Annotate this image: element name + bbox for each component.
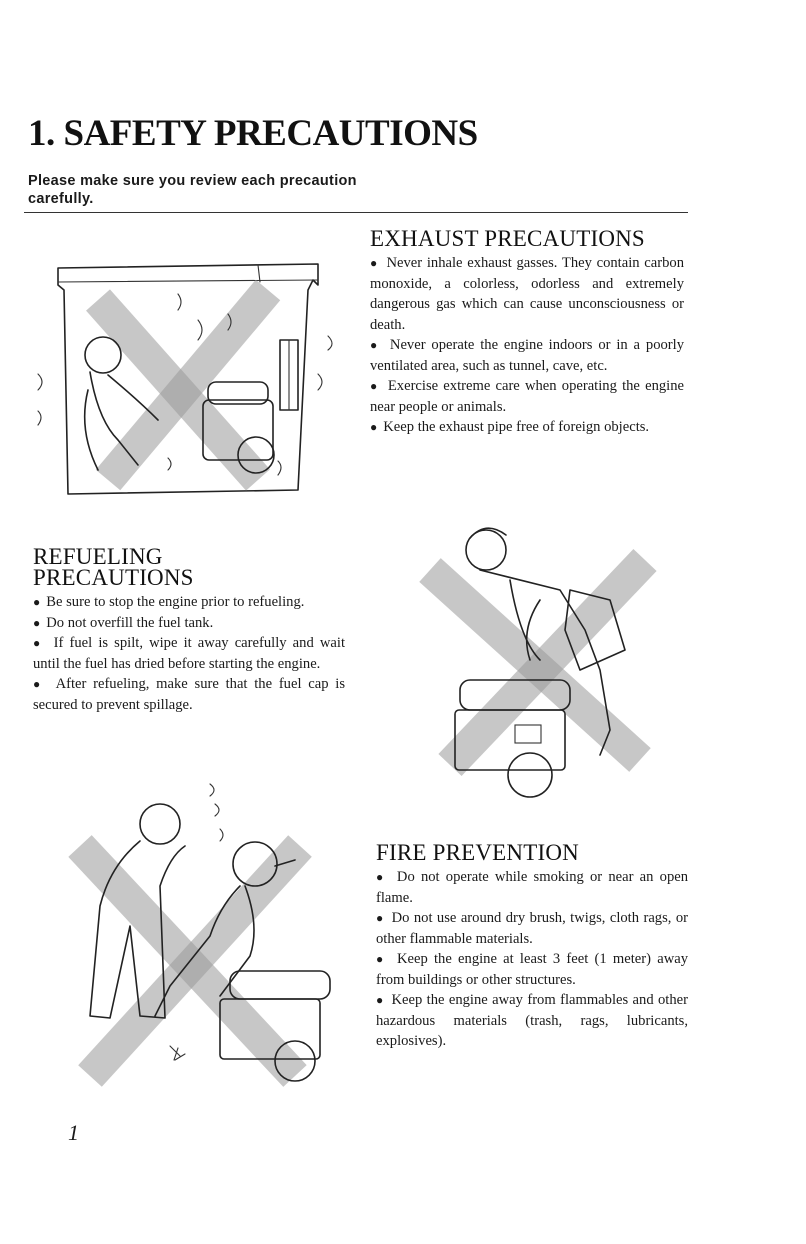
refueling-item-4: ● After refueling, make sure that the fuel cap is secured to prevent spillage. bbox=[33, 674, 345, 715]
refueling-list bbox=[33, 592, 345, 715]
divider bbox=[24, 212, 688, 213]
refueling-heading-line2: PRECAUTIONS bbox=[33, 565, 194, 590]
fire-item-3: ● Keep the engine at least 3 feet (1 meter) away from buildings or other structures. bbox=[376, 949, 688, 990]
exhaust-item-4: ● Keep the exhaust pipe free of foreign objects. bbox=[370, 417, 684, 438]
refueling-item-3: ● If fuel is spilt, wipe it away carefully and wait until the fuel has dried before starting the engine. bbox=[33, 633, 345, 674]
engine-wheel bbox=[508, 753, 552, 797]
exhaust-item-2: ● Never operate the engine indoors or in a poorly ventilated area, such as tunnel, cave, etc. bbox=[370, 335, 684, 376]
page-number: 1 bbox=[68, 1120, 79, 1145]
exhaust-heading: EXHAUST PRECAUTIONS bbox=[370, 226, 645, 251]
refueling-section bbox=[33, 546, 345, 715]
fire-heading: FIRE PREVENTION bbox=[376, 840, 579, 865]
engine-panel bbox=[515, 725, 541, 743]
ceiling-beam bbox=[258, 265, 260, 282]
fire-illustration bbox=[70, 786, 350, 1086]
refueling-heading-line1: REFUELING bbox=[33, 544, 163, 569]
refueling-illustration bbox=[420, 520, 660, 810]
exhaust-section bbox=[370, 228, 684, 438]
fire-item-1: ● Do not operate while smoking or near an open flame. bbox=[376, 867, 688, 908]
refueling-item-1: ● Be sure to stop the engine prior to refueling. bbox=[33, 592, 345, 613]
exhaust-item-1: ● Never inhale exhaust gasses. They contain carbon monoxide, a colorless, odorless and extremely dangerous gas which can cause unconsciousness or death. bbox=[370, 253, 684, 335]
engine-tank bbox=[230, 971, 330, 999]
refueling-item-2: ● Do not overfill the fuel tank. bbox=[33, 613, 345, 634]
page-subtitle: Please make sure you review each precaution carefully. bbox=[28, 173, 357, 207]
fire-section bbox=[376, 842, 688, 1052]
exhaust-list bbox=[370, 253, 684, 438]
refueling-heading bbox=[33, 546, 345, 588]
exhaust-item-3: ● Exercise extreme care when operating the engine near people or animals. bbox=[370, 376, 684, 417]
smoke bbox=[210, 784, 223, 841]
fire-item-4: ● Keep the engine away from flammables and other hazardous materials (trash, rags, lubricants, explosives). bbox=[376, 990, 688, 1052]
spark bbox=[170, 1046, 185, 1060]
person-head bbox=[85, 337, 121, 373]
ceiling-line bbox=[58, 280, 318, 282]
fire-item-2: ● Do not use around dry brush, twigs, cloth rags, or other flammable materials. bbox=[376, 908, 688, 949]
exhaust-illustration bbox=[28, 250, 368, 510]
fire-list bbox=[376, 867, 688, 1052]
person-left-head bbox=[140, 804, 180, 844]
page-title: 1. SAFETY PRECAUTIONS bbox=[28, 113, 478, 154]
